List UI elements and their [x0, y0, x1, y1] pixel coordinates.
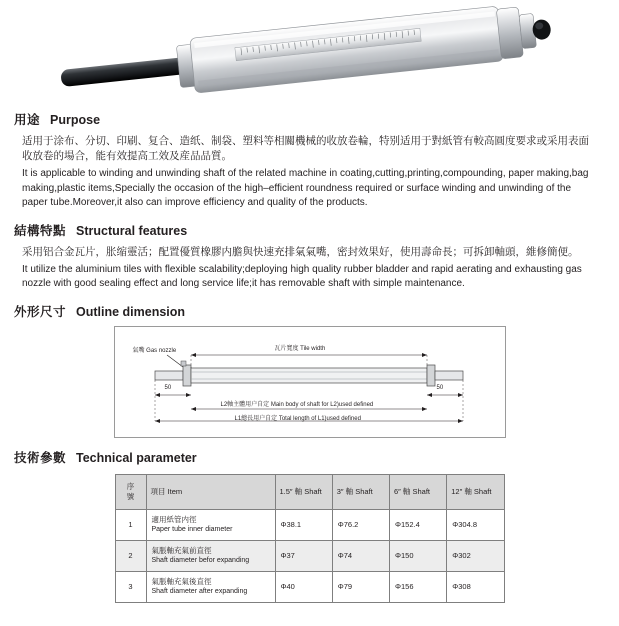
col-header-no-line2: 號 [126, 491, 135, 501]
col-header-shaft-6-text: 6″ 軸 Shaft [394, 487, 431, 496]
row-item-cn: 適用紙管内徑 [151, 515, 197, 524]
purpose-title-cn: 用途 [14, 113, 41, 127]
right-dim-label: 50 [436, 384, 444, 391]
structural-body-en: It utilize the aluminium tiles with flexible scalability;deploying high quality rubber bladder and rapid aerating and exhausting gas nozzle with good sealing effect and long service life;it has removable shaft with simple maintenance. [22, 263, 582, 289]
row-item [146, 571, 275, 602]
row-item-en: Paper tube inner diameter [151, 526, 233, 533]
row-value-shaft-12: Φ302 [447, 540, 504, 571]
structural-title-cn: 結構特點 [14, 223, 67, 238]
table-row [115, 571, 504, 602]
col-header-shaft-12 [447, 474, 504, 509]
row-number: 1 [115, 509, 146, 540]
table-header [115, 474, 504, 509]
section-heading-technical [0, 448, 619, 466]
col-header-shaft-3-text: 3″ 軸 Shaft [336, 487, 373, 496]
technical-parameter-table [115, 474, 505, 603]
row-value-shaft-3: Φ76.2 [332, 509, 389, 540]
row-item-en: Shaft diameter befor expanding [151, 557, 250, 564]
structural-title-en: Structural features [76, 223, 188, 238]
purpose-body-en: It is applicable to winding and unwinding shaft of the related machine in coating,cutting,printing,compounding, paper making,bag making,plastic items,Specially the occasion of the high–efficient roundness required or surface winding and unwinding of the paper tube.Moreover,it also can improve efficiency and quality of the products. [22, 168, 589, 208]
col-header-shaft-12-text: 12″ 軸 Shaft [451, 487, 492, 496]
table-body [115, 509, 504, 602]
purpose-body [0, 134, 619, 211]
structural-body [0, 245, 619, 292]
col-header-item [146, 474, 275, 509]
product-photo [0, 0, 619, 100]
col-header-no [115, 474, 146, 509]
tile-width-label: 瓦片寬度 Tile width [274, 345, 326, 352]
row-value-shaft-3: Φ74 [332, 540, 389, 571]
purpose-title-en: Purpose [50, 113, 101, 127]
row-value-shaft-6: Φ150 [390, 540, 447, 571]
row-item [146, 509, 275, 540]
gas-nozzle-label: 氣嘴 Gas nozzle [132, 347, 177, 354]
row-value-shaft-1-5: Φ38.1 [275, 509, 332, 540]
col-header-shaft-1-5-text: 1.5″ 軸 Shaft [279, 487, 322, 496]
row-item [146, 540, 275, 571]
l2-label: L2軸主體用户自定 Main body of shaft for L2)used defined [220, 401, 374, 408]
outline-title-cn: 外形尺寸 [14, 304, 67, 319]
purpose-body-cn: 适用于涂布、分切、印刷、复合、造纸、制袋、塑料等相關機械的收放卷輪，特别适用于對紙管有較高圓度要求或采用表面收放卷的場合，能有效提高工效及産品品質。 [22, 135, 589, 162]
technical-title-cn: 技術參數 [14, 450, 67, 465]
col-header-item-text: 項目 Item [150, 487, 183, 496]
row-number: 3 [115, 571, 146, 602]
air-shaft-illustration [0, 0, 619, 100]
row-item-cn: 氣脹軸充氣前直徑 [151, 546, 212, 555]
row-number: 2 [115, 540, 146, 571]
col-header-shaft-6 [390, 474, 447, 509]
structural-body-cn: 采用铝合金瓦片，胀缩靈活；配置優質橡膠内膽與快速充排氣氣嘴，密封效果好，使用壽命長；可拆卸軸頭，維修簡便。 [22, 245, 579, 258]
section-heading-structural [0, 221, 619, 239]
table-header-row [115, 474, 504, 509]
row-item-en: Shaft diameter after expanding [151, 588, 248, 595]
section-heading-outline [0, 302, 619, 320]
row-value-shaft-1-5: Φ37 [275, 540, 332, 571]
technical-table-wrap [0, 474, 619, 603]
table-row [115, 540, 504, 571]
outline-drawing [114, 326, 506, 438]
outline-title-en: Outline dimension [76, 304, 186, 319]
technical-title-en: Technical parameter [76, 450, 197, 465]
table-row [115, 509, 504, 540]
left-dim-label: 50 [164, 384, 172, 391]
l1-label: L1總長用户自定 Total length of L1)used defined [234, 415, 361, 422]
col-header-shaft-1-5 [275, 474, 332, 509]
row-value-shaft-6: Φ152.4 [390, 509, 447, 540]
col-header-no-line1: 序 [126, 481, 135, 491]
section-heading-purpose [0, 110, 619, 128]
row-item-cn: 氣脹軸充氣後直徑 [151, 577, 212, 586]
row-value-shaft-12: Φ304.8 [447, 509, 504, 540]
outline-drawing-wrap [0, 326, 619, 438]
row-value-shaft-3: Φ79 [332, 571, 389, 602]
row-value-shaft-12: Φ308 [447, 571, 504, 602]
row-value-shaft-6: Φ156 [390, 571, 447, 602]
row-value-shaft-1-5: Φ40 [275, 571, 332, 602]
col-header-shaft-3 [332, 474, 389, 509]
